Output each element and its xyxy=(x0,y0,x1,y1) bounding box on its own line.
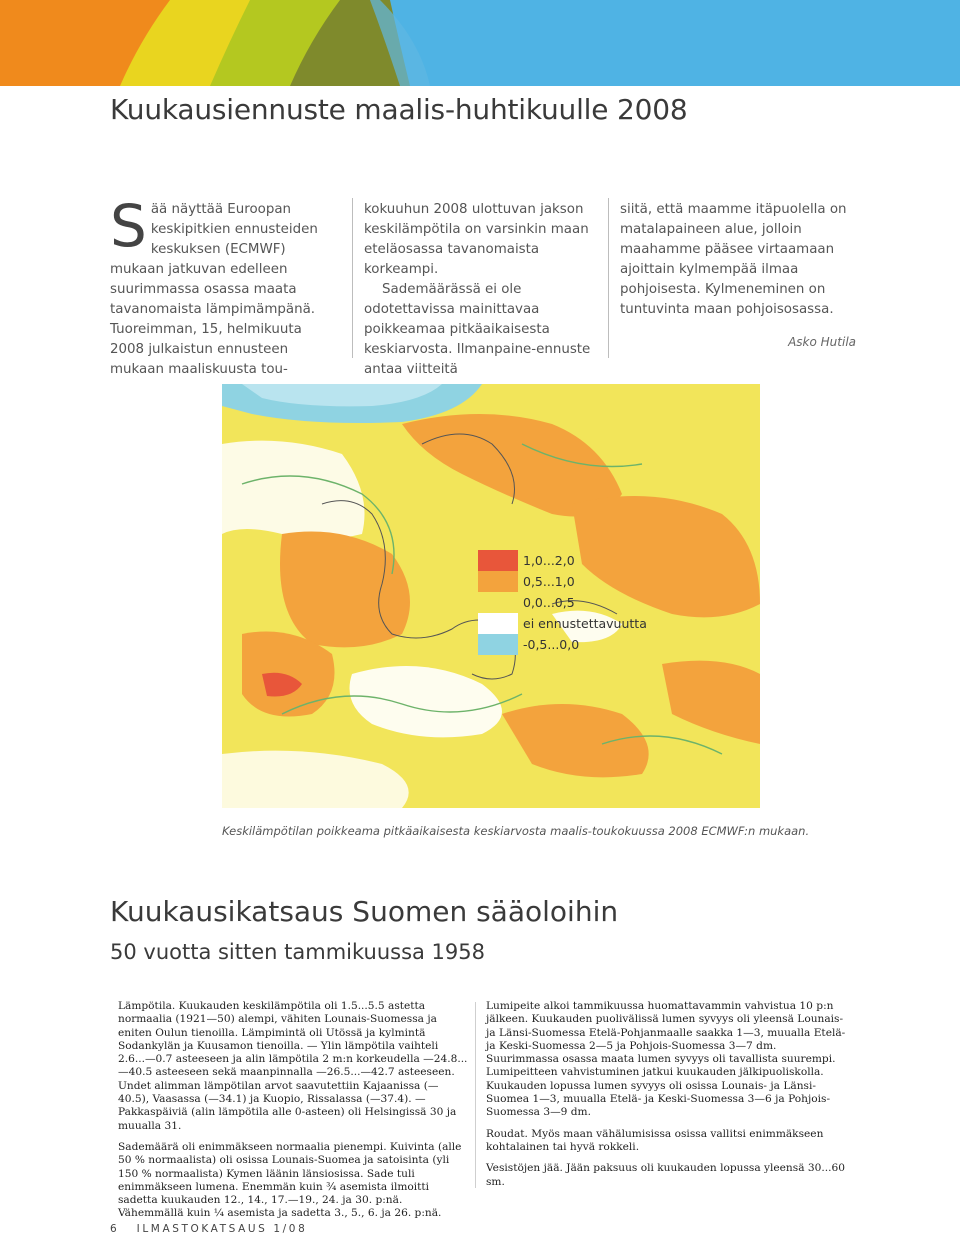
article-column-1 xyxy=(110,192,330,380)
column-2-paragraph-1: kokuuhun 2008 ulottuvan jakson keskilämpötila on varsinkin maan eteläosassa tavanomaista korkeampi. xyxy=(364,202,589,277)
author-byline: Asko Hutila xyxy=(788,335,856,349)
section-title: Kuukausikatsaus Suomen sääoloihin xyxy=(110,895,619,928)
legend-swatch xyxy=(478,634,518,655)
legend-item xyxy=(478,571,678,592)
section-subtitle: 50 vuotta sitten tammikuussa 1958 xyxy=(110,940,485,964)
page-footer xyxy=(110,1223,307,1235)
publication-name: ILMASTOKATSAUS 1/08 xyxy=(136,1223,308,1235)
legend-item xyxy=(478,592,678,613)
legend-swatch xyxy=(478,550,518,571)
column-divider xyxy=(352,198,353,358)
ice-paragraph: Vesistöjen jää. Jään paksuus oli kuukauden lopussa yleensä 30...60 sm. xyxy=(486,1162,845,1188)
legend-label: 0,5...1,0 xyxy=(523,574,575,589)
legend-swatch xyxy=(478,613,518,634)
legend-item xyxy=(478,634,678,655)
drop-cap: S xyxy=(110,192,147,260)
page-number: 6 xyxy=(110,1223,117,1235)
legend-item xyxy=(478,550,678,571)
map-caption: Keskilämpötilan poikkeama pitkäaikaisesta keskiarvosta maalis-toukokuussa 2008 ECMWF:n mukaan. xyxy=(222,824,810,838)
legend-label: ei ennustettavuutta xyxy=(523,616,647,631)
column-1-text: ää näyttää Euroopan keskipitkien ennusteiden keskuksen (ECMWF) mukaan jatkuvan edelleen suurimmassa osassa maata tavanomaista lämpimämpänä. Tuoreimman, 15, helmikuuta 2008 julkaistun ennusteen mukaan maaliskuusta tou- xyxy=(110,202,318,377)
historical-report-right xyxy=(486,1000,846,1197)
legend-label: 1,0...2,0 xyxy=(523,553,575,568)
scan-column-divider xyxy=(475,1002,476,1188)
temperature-paragraph: Lämpötila. Kuukauden keskilämpötila oli 1.5...5.5 astetta normaalia (1921—50) alempi, vähiten Lounais-Suomessa ja eniten Oulun tienoilla. Lämpimintä oli Utössä ja kylmintä Sodankylän ja Kuusamon tienoilla. — Ylin lämpötila vaihteli 2.6...—0.7 asteeseen ja alin lämpötila 2 m:n korkeudella —24.8...—40.5 asteeseen sekä maanpinnalla —26.5...—42.7 asteeseen. Undet alimman lämpötilan arvot saavutettiin Kajaanissa (—40.5), Vaasassa (—34.1) ja Kuopio, Rissalassa (—37.4). — Pakkaspäiviä (alin lämpötila alle 0-asteen) oli Helsingissä 30 ja muualla 31. xyxy=(118,1000,468,1132)
column-2-paragraph-2: Sademäärässä ei ole odotettavissa mainittavaa poikkeamaa pitkäaikaisesta keskiarvosta. Ilmanpaine-ennuste antaa viitteitä xyxy=(364,282,591,377)
snow-cover-paragraph: Lumipeite alkoi tammikuussa huomattavammin vahvistua 10 p:n jälkeen. Kuukauden puolivälissä lumen syvyys oli yleensä Lounais- ja Länsi-Suomessa Etelä-Pohjanmaalle saakka 1—3, muualla Etelä- ja Keski-Suomessa 2—5 ja Pohjois-Suomessa 3—7 dm. Suurimmassa osassa maata lumen syvyys oli tavallista suurempi. Lumipeitteen vahvistuminen jatkui kuukauden jälkipuoliskolla. Kuukauden lopussa lumen syvyys oli osissa Lounais- ja Länsi-Suomea 1—3, muualla Etelä- ja Keski-Suomessa 3—6 ja Pohjois-Suomessa 3—9 dm. xyxy=(486,1000,846,1119)
legend-label: -0,5...0,0 xyxy=(523,637,580,652)
column-divider xyxy=(608,198,609,358)
legend-swatch xyxy=(478,592,518,613)
column-3-text: siitä, että maamme itäpuolella on matalapaineen alue, jolloin maahamme pääsee virtaamaan ajoittain kylmempää ilmaa pohjoisesta. Kylmeneminen on tuntuvinta maan pohjoisosassa. xyxy=(620,202,847,317)
frost-paragraph: Roudat. Myös maan vähälumisissa osissa vallitsi enimmäkseen kohtalainen tai hyvä rokkeli. xyxy=(486,1127,824,1153)
legend-label: 0,0...0,5 xyxy=(523,595,575,610)
article-column-2 xyxy=(364,200,594,380)
precipitation-paragraph: Sademäärä oli enimmäkseen normaalia pienempi. Kuivinta (alle 50 % normaalista) oli osissa Lounais-Suomea ja satoisinta (yli 150 % normaalista) Kymen läänin länsiosissa. Sade tuli enimmäkseen lumena. Enemmän kuin ¾ asemista ilmoitti sadetta kuukauden 12., 14., 17.—19., 24. ja 30. p:nä. Vähemmällä kuin ¼ asemista ja sadetta 3., 5., 6. ja 26. p:nä. xyxy=(118,1140,462,1220)
header-banner xyxy=(0,0,960,86)
article-column-3 xyxy=(620,200,856,320)
historical-report-left xyxy=(118,1000,468,1229)
article-title: Kuukausiennuste maalis-huhtikuulle 2008 xyxy=(110,93,688,126)
legend-swatch xyxy=(478,571,518,592)
legend-item xyxy=(478,613,678,634)
